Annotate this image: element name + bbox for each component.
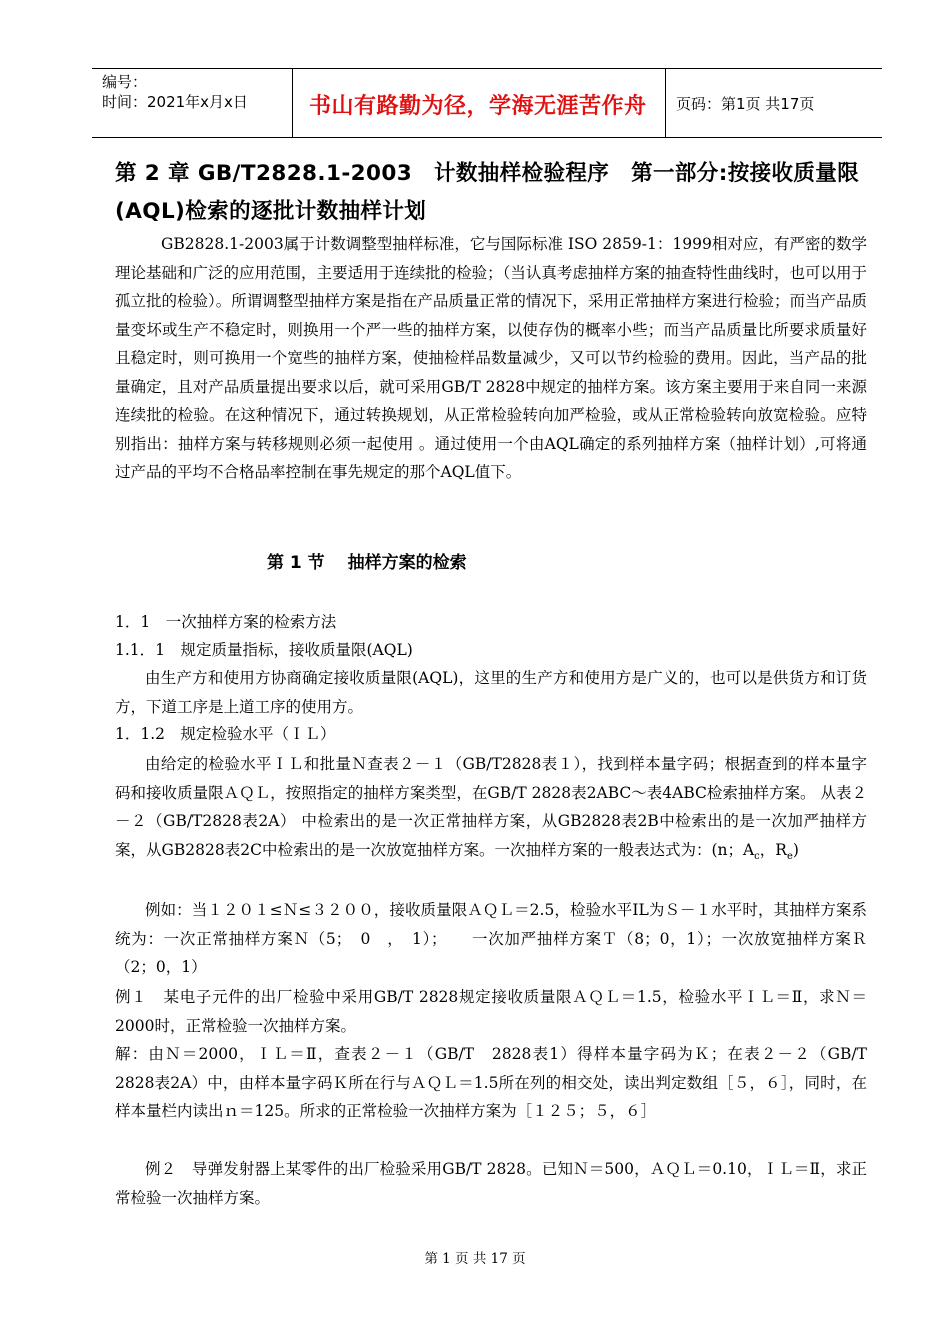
- header-meta-cell: [92, 69, 292, 137]
- il-paragraph-text: 由给定的检验水平ＩＬ和批量Ｎ查表２－１（GB/T2828表１），找到样本量字码；根据查到的样本量字码和接收质量限ＡＱＬ，按照指定的抽样方案类型，在GB/T 2828表2ABC～表4ABC检索抽样方案。 从表２－２（GB/T2828表2A） 中检索出的是一次正常抽样方案，从GB2828表2B中检索出的是一次加严抽样方案，从GB2828表2C中检索出的是一次放宽抽样方案。一次抽样方案的一般表达式为：(n；A: [115, 755, 867, 859]
- doc-number-label: 编号：: [102, 73, 148, 91]
- il-paragraph-end: ): [792, 840, 799, 859]
- heading-1-1-1: 1.1．1 规定质量指标，接收质量限(AQL): [115, 641, 413, 659]
- sub-c: c: [754, 850, 760, 862]
- heading-1-1: 1．1 一次抽样方案的检索方法: [115, 613, 337, 631]
- intro-paragraph: GB2828.1-2003属于计数调整型抽样标准，它与国际标准 ISO 2859-1：1999相对应，有严密的数学理论基础和广泛的应用范围，主要适用于连续批的检验；（当认真考虑抽样方案的抽查特性曲线时，也可以用于孤立批的检验）。所谓调整型抽样方案是指在产品质量正常的情况下，采用正常抽样方案进行检验；而当产品质量变坏或生产不稳定时，则换用一个严一些的抽样方案，以使存伪的概率小些；而当产品质量比所要求质量好且稳定时，则可换用一个宽些的抽样方案，使抽检样品数量减少，又可以节约检验的费用。因此，当产品的批量确定，且对产品质量提出要求以后，就可采用GB/T 2828中规定的抽样方案。该方案主要用于来自同一来源连续批的检验。在这种情况下，通过转换规划，从正常检验转向加严检验，或从正常检验转向放宽检验。应特别指出：抽样方案与转移规则必须一起使用 。通过使用一个由AQL确定的系列抽样方案（抽样计划）,可将通过产品的平均不合格品率控制在事先规定的那个AQL值下。: [115, 235, 867, 481]
- example-paragraph: 例如：当１２０１≤Ｎ≤３２００，接收质量限ＡＱＬ＝2.5，检验水平IL为Ｓ－１水平时，其抽样方案系统为：一次正常抽样方案Ｎ（5； 0 ， 1）； 一次加严抽样方案Ｔ（8；0，1）；一次放宽抽样方案Ｒ（2；0，1）: [115, 901, 867, 976]
- header-motto: 书山有路勤为径，学海无涯苦作舟: [309, 94, 647, 119]
- aql-paragraph: 由生产方和使用方协商确定接收质量限(AQL)，这里的生产方和使用方是广义的，也可以是供货方和订货方，下道工序是上道工序的使用方。: [115, 669, 867, 716]
- il-paragraph: [115, 750, 867, 871]
- chapter-title: 第 2 章 GB/T2828.1-2003 计数抽样检验程序 第一部分:按接收质量限(AQL)检索的逐批计数抽样计划: [115, 161, 860, 224]
- section-heading: 第 1 节 抽样方案的检索: [267, 553, 467, 573]
- example-1-paragraph: 例１ 某电子元件的出厂检验中采用GB/T 2828规定接收质量限ＡＱＬ＝1.5，检验水平ＩＬ＝Ⅱ，求Ｎ＝2000时，正常检验一次抽样方案。: [115, 988, 867, 1035]
- example-2-paragraph: 例２ 导弹发射器上某零件的出厂检验采用GB/T 2828。已知Ｎ＝500，ＡＱＬ＝0.10，ＩＬ＝Ⅱ，求正常检验一次抽样方案。: [115, 1160, 867, 1207]
- solution-paragraph: 解：由Ｎ＝2000，ＩＬ＝Ⅱ，查表２－１（GB/T 2828表1）得样本量字码为Ｋ；在表２－２（GB/T 2828表2A）中，由样本量字码Ｋ所在行与ＡＱＬ＝1.5所在列的相交处，读出判定数组［５，６］，同时，在样本量栏内读出ｎ＝125。所求的正常检验一次抽样方案为［１２５；５，６］: [115, 1045, 883, 1120]
- header-page-code: 页码：第1页 共17页: [676, 95, 815, 113]
- header-motto-cell: [292, 69, 666, 137]
- page-footer: 第 1 页 共 17 页: [424, 1251, 526, 1267]
- header-page-cell: [666, 69, 882, 137]
- il-paragraph-mid: ，R: [759, 840, 787, 859]
- page-header: [92, 68, 882, 138]
- heading-1-1-2: 1．1.2 规定检验水平（ＩＬ）: [115, 725, 336, 743]
- sub-e: e: [786, 850, 793, 862]
- doc-time-label: 时间：2021年x月x日: [102, 93, 248, 111]
